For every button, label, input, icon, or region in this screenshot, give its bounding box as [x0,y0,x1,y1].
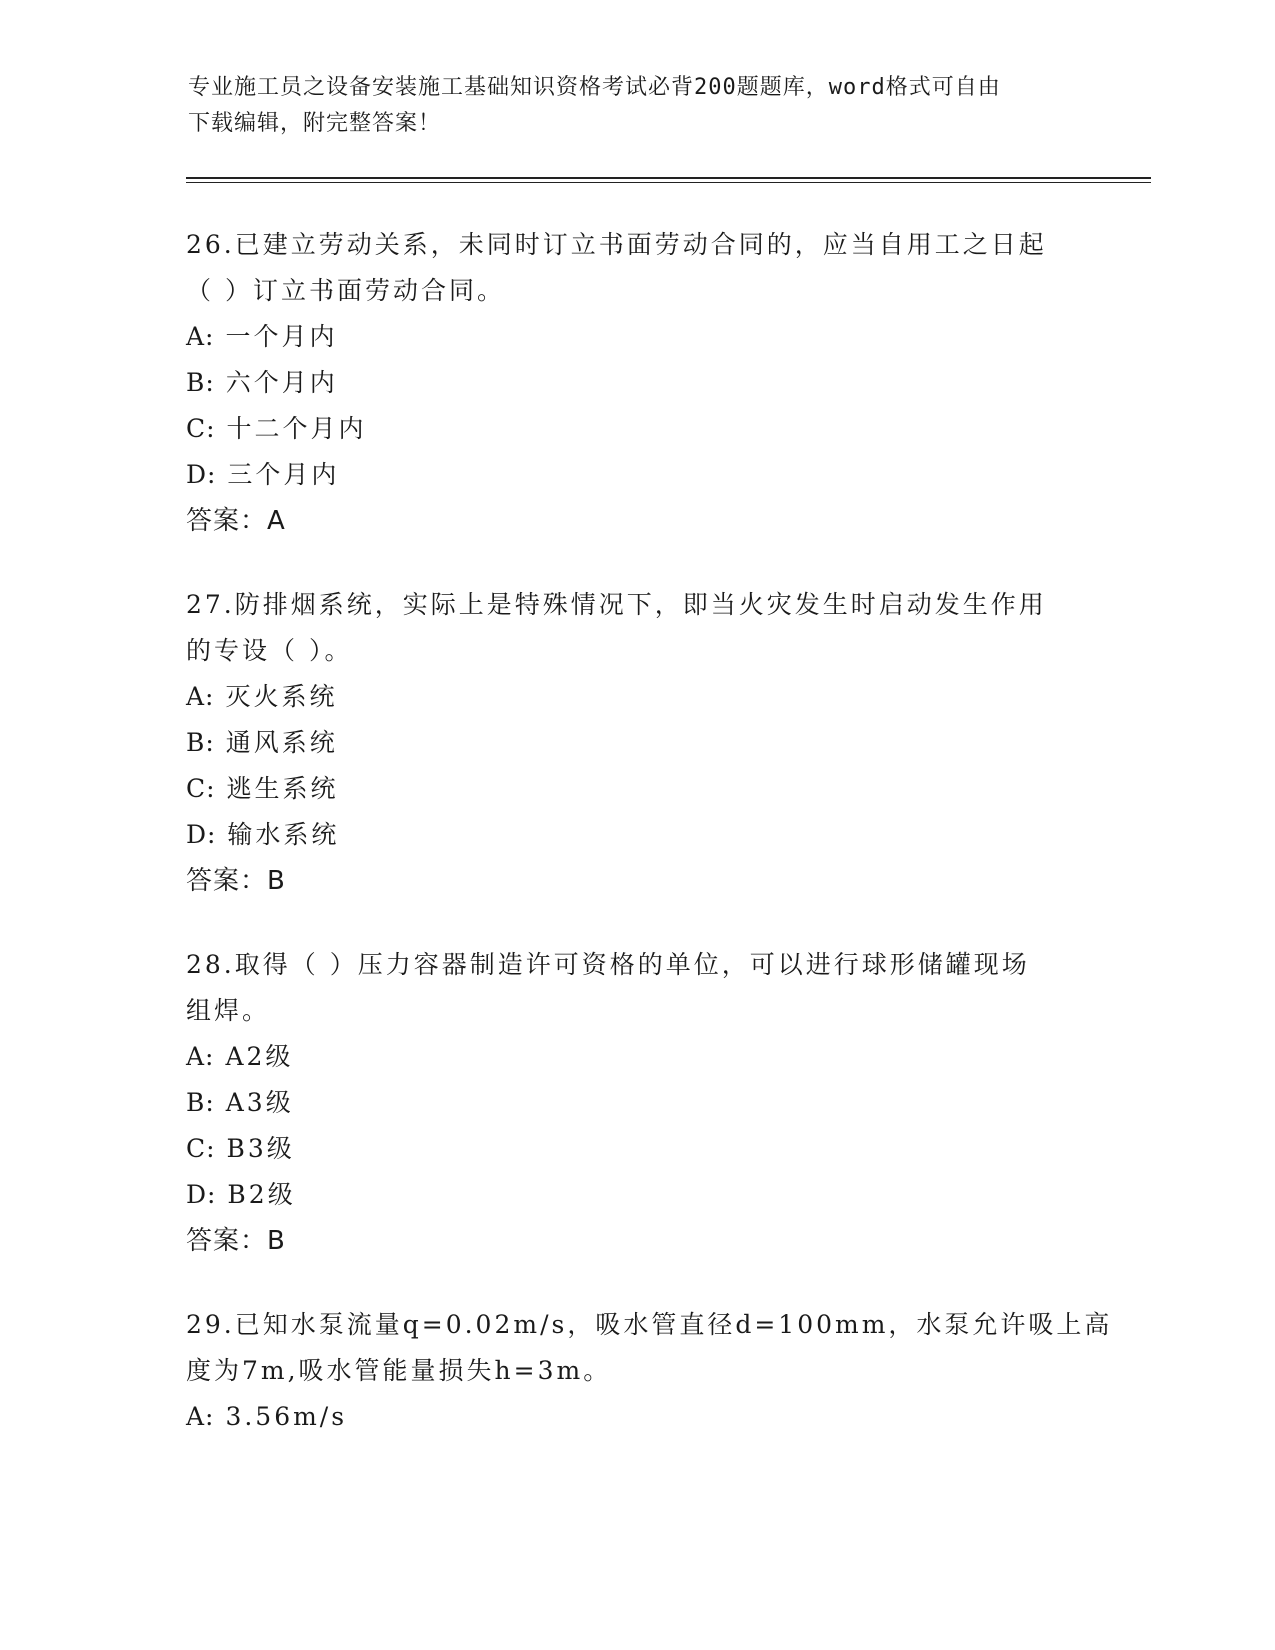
question-stem-line: 的专设（ ）。 [186,636,353,665]
question-28 [186,942,1086,1264]
option-c [186,766,1086,812]
option-text: B2级 [227,1180,296,1209]
question-stem-line: 29.已知水泵流量q=0.02m/s，吸水管直径d=100mm，水泵允许吸上高 [186,1310,1113,1339]
header-divider [186,177,1151,183]
option-text: 六个月内 [225,368,338,397]
question-stem-line: （ ）订立书面劳动合同。 [186,276,505,305]
question-stem-line: 26.已建立劳动关系，未同时订立书面劳动合同的，应当自用工之日起 [186,230,1047,259]
option-c [186,1126,1086,1172]
option-a [186,1034,1086,1080]
option-a [186,1394,1086,1440]
option-text: 逃生系统 [226,774,339,803]
option-text: A3级 [225,1088,294,1117]
option-label: D: [186,460,217,489]
option-label: D: [186,820,217,849]
option-b [186,720,1086,766]
question-stem-line: 组焊。 [186,996,271,1025]
question-stem-line: 27.防排烟系统，实际上是特殊情况下，即当火灾发生时启动发生作用 [186,590,1047,619]
question-29 [186,1302,1113,1440]
option-d [186,812,1086,858]
answer-line: 答案：B [186,1226,286,1256]
option-text: 输水系统 [227,820,340,849]
option-d [186,1172,1086,1218]
option-label: D: [186,1180,217,1209]
option-label: C: [186,1134,216,1163]
option-label: B: [186,728,215,757]
option-label: C: [186,414,216,443]
option-d [186,452,1086,498]
option-label: B: [186,1088,215,1117]
option-text: A2级 [225,1042,294,1071]
option-label: A: [186,1402,215,1431]
option-text: 灭火系统 [225,682,338,711]
option-label: A: [186,322,215,351]
option-b [186,1080,1086,1126]
option-a [186,674,1086,720]
option-text: 十二个月内 [226,414,367,443]
option-label: A: [186,682,215,711]
question-stem-line: 28.取得（ ）压力容器制造许可资格的单位，可以进行球形储罐现场 [186,950,1030,979]
option-text: 通风系统 [225,728,338,757]
option-label: C: [186,774,216,803]
answer-line: 答案：B [186,866,286,896]
option-text: 3.56m/s [225,1402,348,1431]
option-text: 三个月内 [227,460,340,489]
option-c [186,406,1086,452]
header-line-2: 下载编辑，附完整答案！ [188,111,442,136]
header-line-1: 专业施工员之设备安装施工基础知识资格考试必背200题题库，word格式可自由 [188,75,1001,100]
option-label: B: [186,368,215,397]
document-header [188,70,1088,142]
question-26 [186,222,1086,544]
answer-line: 答案：A [186,506,286,536]
question-27 [186,582,1086,904]
question-stem-line: 度为7m,吸水管能量损失h=3m。 [186,1356,612,1385]
option-label: A: [186,1042,215,1071]
option-text: B3级 [226,1134,295,1163]
option-text: 一个月内 [225,322,338,351]
option-b [186,360,1086,406]
option-a [186,314,1086,360]
